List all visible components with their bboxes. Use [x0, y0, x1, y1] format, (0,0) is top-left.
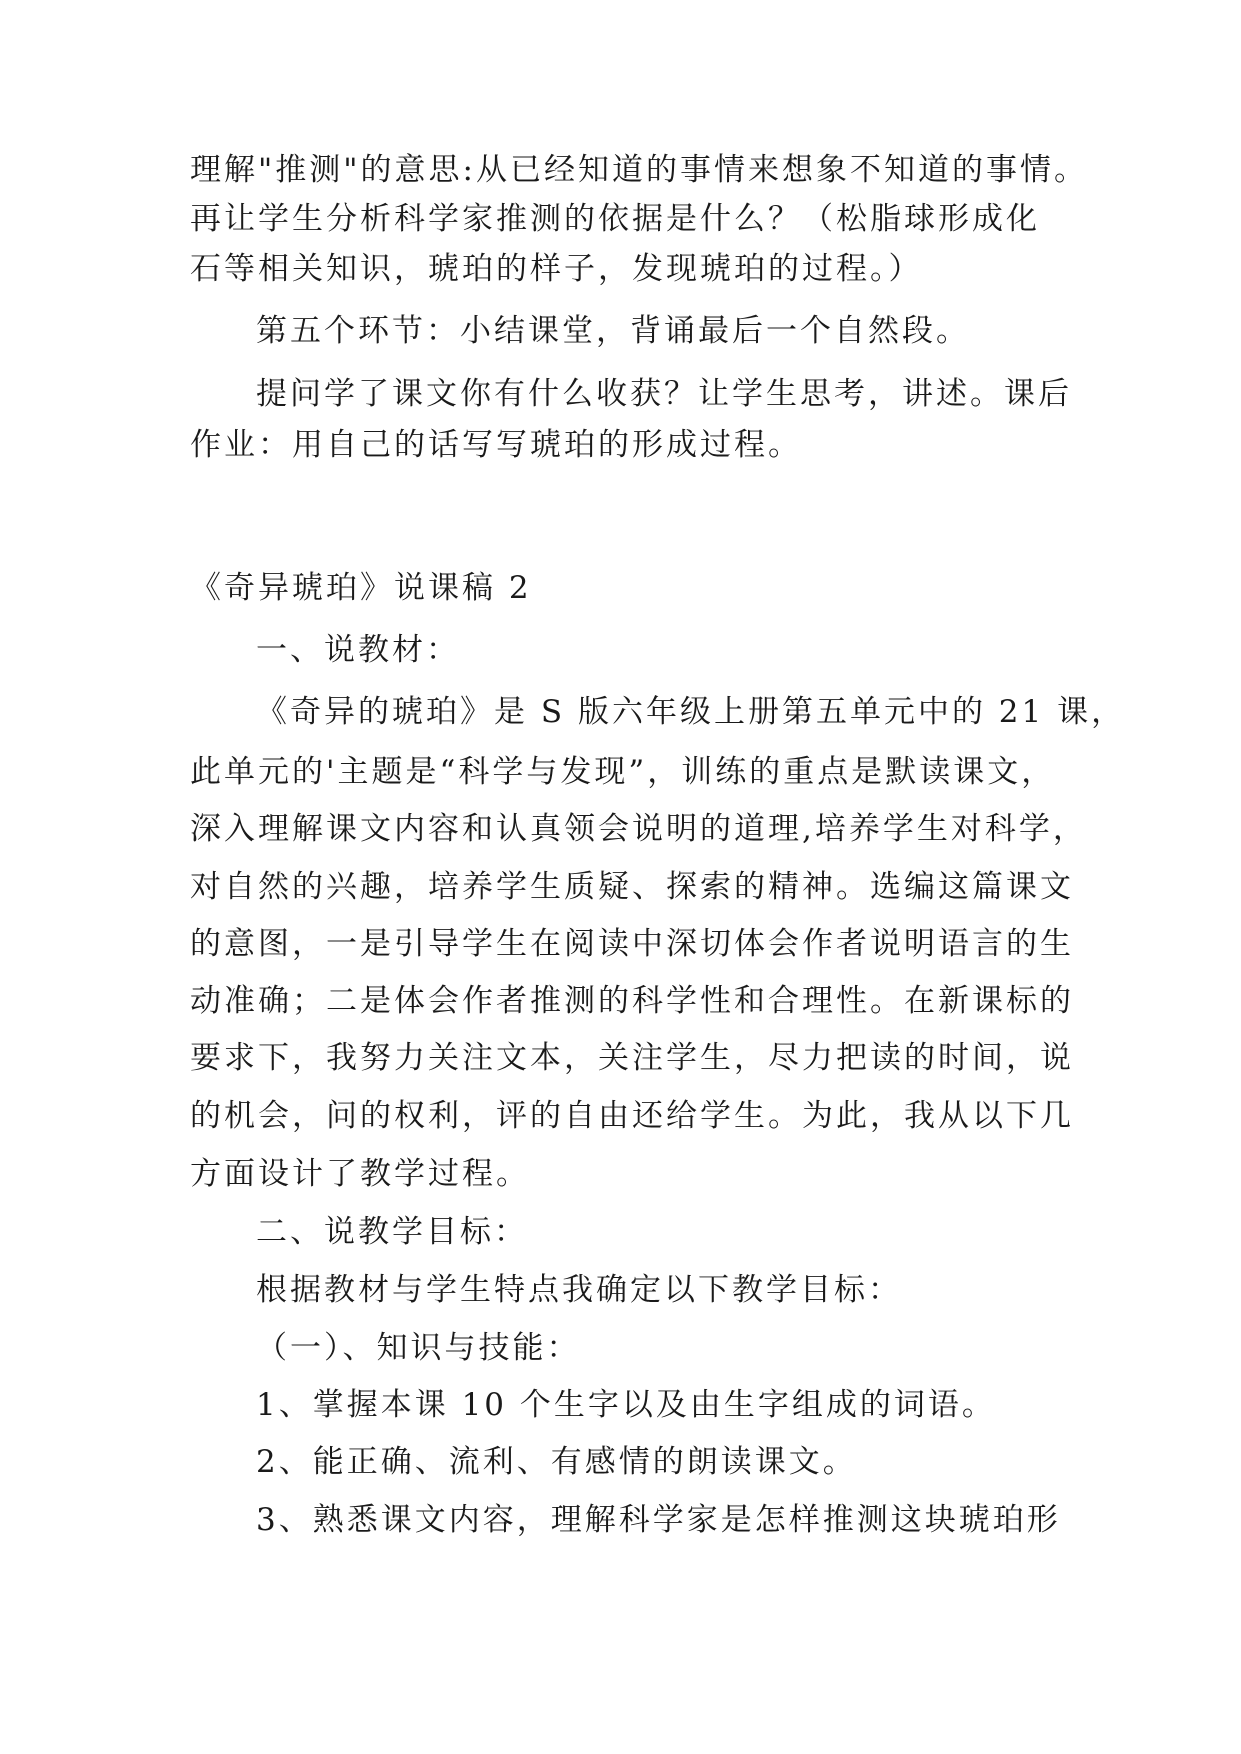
paragraph-line: 石等相关知识，琥珀的样子，发现琥珀的过程。） — [190, 251, 923, 287]
paragraph-line: 的机会，问的权利，评的自由还给学生。为此，我从以下几 — [190, 1098, 1074, 1134]
paragraph-line: 《奇异的琥珀》是 S 版六年级上册第五单元中的 21 课， — [256, 694, 1126, 730]
paragraph-line: 理解"推测"的意思:从已经知道的事情来想象不知道的事情。 — [190, 152, 1088, 188]
paragraph-line: 要求下，我努力关注文本，关注学生，尽力把读的时间，说 — [190, 1040, 1074, 1076]
paragraph-line: 第五个环节：小结课堂，背诵最后一个自然段。 — [256, 313, 970, 349]
section-heading: 一、说教材： — [256, 632, 460, 668]
paragraph-line: 提问学了课文你有什么收获？让学生思考，讲述。课后 — [256, 376, 1072, 412]
paragraph-line: 对自然的兴趣，培养学生质疑、探索的精神。选编这篇课文 — [190, 869, 1074, 905]
list-item: 3、熟悉课文内容，理解科学家是怎样推测这块琥珀形 — [256, 1502, 1061, 1538]
paragraph-line: 根据教材与学生特点我确定以下教学目标： — [256, 1272, 902, 1308]
paragraph-line: 再让学生分析科学家推测的依据是什么？（松脂球形成化 — [190, 201, 1040, 237]
paragraph-line: 此单元的'主题是“科学与发现”，训练的重点是默读课文， — [190, 754, 1056, 790]
section-heading: 二、说教学目标： — [256, 1214, 528, 1250]
paragraph-line: 深入理解课文内容和认真领会说明的道理,培养学生对科学， — [190, 811, 1087, 847]
paragraph-line: 作业：用自己的话写写琥珀的形成过程。 — [190, 427, 802, 463]
paragraph-line: 方面设计了教学过程。 — [190, 1156, 530, 1192]
subsection-heading: （一）、知识与技能： — [256, 1330, 581, 1366]
list-item: 2、能正确、流利、有感情的朗读课文。 — [256, 1444, 857, 1480]
paragraph-line: 动准确；二是体会作者推测的科学性和合理性。在新课标的 — [190, 983, 1074, 1019]
section-title: 《奇异琥珀》说课稿 2 — [190, 570, 532, 606]
list-item: 1、掌握本课 10 个生字以及由生字组成的词语。 — [256, 1387, 996, 1423]
paragraph-line: 的意图，一是引导学生在阅读中深切体会作者说明语言的生 — [190, 926, 1074, 962]
